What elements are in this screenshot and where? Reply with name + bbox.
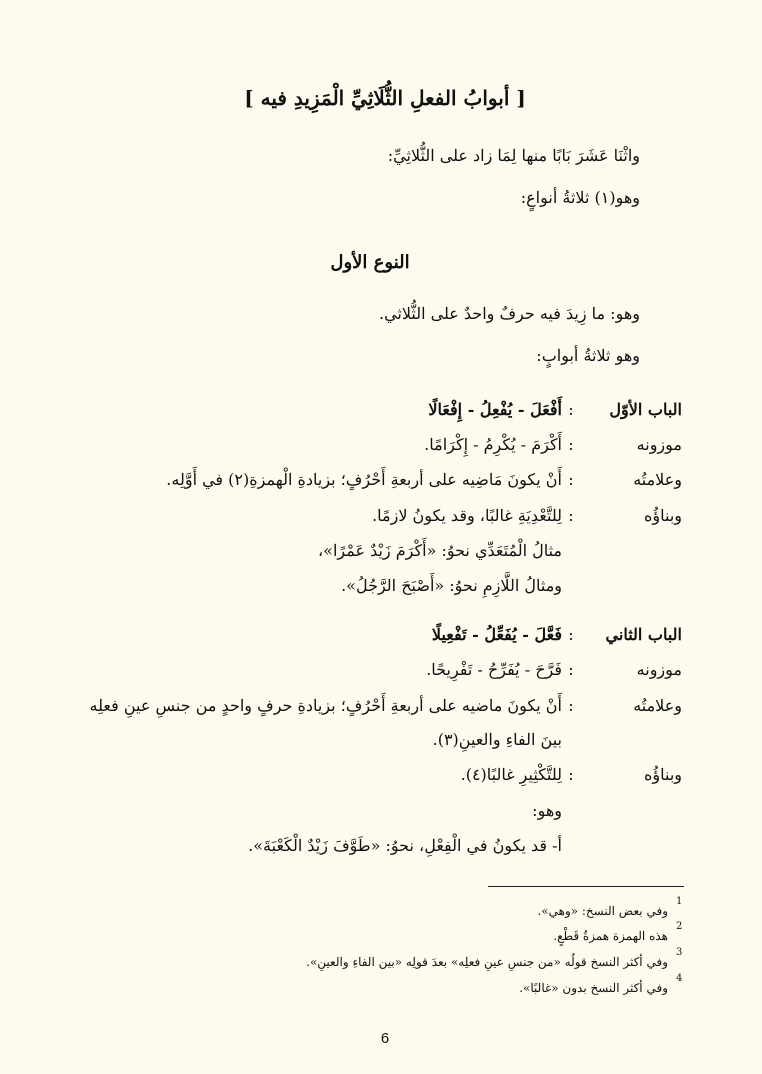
bab1-example-1: مثالُ الْمُتَعَدِّي نحوُ: «أَكْرَمَ زَيْدٌ عَمْرًا»، bbox=[318, 541, 562, 560]
bab1-example-2: ومثالُ اللَّازِمِ نحوُ: «أَصْبَحَ الرَّجُلُ». bbox=[341, 576, 562, 595]
footnote-number: 1 bbox=[676, 896, 683, 907]
bab2-wazn-colon: : bbox=[568, 660, 574, 679]
type-intro-line-2: وهو ثلاثةُ أبوابٍ: bbox=[536, 346, 640, 365]
bab2-bina: لِلتَّكْثِيرِ غالبًا(٤). bbox=[460, 765, 562, 784]
bab2-wazn: فَرَّحَ - يُفَرِّحُ - تَفْرِيحًا. bbox=[426, 660, 562, 679]
bab1-wazn-colon: : bbox=[568, 435, 574, 454]
footnote-text: وفي أكثر النسخ قولُه «من جنسِ عينِ فعلِه» بعدَ قولِه «بين الفاءِ والعينِ». bbox=[306, 955, 668, 969]
footnote-number: 3 bbox=[676, 947, 683, 958]
bab1-colon: : bbox=[568, 400, 574, 419]
bab1-bina: لِلتَّعْدِيَةِ غالبًا، وقد يكونُ لازمًا. bbox=[372, 506, 562, 525]
bab1-alama-label: وعلامتُه bbox=[633, 470, 682, 489]
bab2-alama-cont: بينَ الفاءِ والعينِ(٣). bbox=[432, 730, 562, 749]
bab1-wazn: أَكْرَمَ - يُكْرِمُ - إِكْرَامًا. bbox=[424, 435, 562, 454]
page-title: [ أبوابُ الفعلِ الثُّلَاثِيِّ الْمَزِيدِ فيه ] bbox=[244, 86, 526, 110]
bab2-alama-colon: : bbox=[568, 696, 574, 715]
footnote-text: وفي بعض النسخ: «وهي». bbox=[537, 904, 668, 918]
intro-line-2: وهو(١) ثلاثةُ أنواعٍ: bbox=[520, 188, 640, 207]
footnote-text: وفي أكثر النسخ بدون «غالبًا». bbox=[519, 981, 668, 995]
footnote-rule bbox=[488, 886, 684, 887]
bab2-bina-colon: : bbox=[568, 765, 574, 784]
type-intro-line-1: وهو: ما زِيدَ فيه حرفٌ واحدٌ على الثُّلاثي. bbox=[378, 304, 640, 323]
bab2-alama: أَنْ يكونَ ماضيه على أربعةِ أَحْرُفٍ؛ بزيادةِ حرفٍ واحدٍ من جنسِ عينِ فعلِه bbox=[89, 696, 562, 715]
bab1-wazn-label: موزونه bbox=[636, 435, 682, 454]
bab2-label: الباب الثاني bbox=[605, 625, 682, 644]
footnote-number: 2 bbox=[676, 921, 683, 932]
bab1-label: الباب الأوّل bbox=[609, 400, 682, 419]
bab1-bina-label: وبناؤُه bbox=[644, 506, 682, 525]
page-number: 6 bbox=[380, 1030, 390, 1047]
bab1-alama-colon: : bbox=[568, 470, 574, 489]
intro-line-1: واثْنَا عَشَرَ بَابًا منها لِمَا زاد على الثُّلاثِيِّ: bbox=[387, 146, 640, 165]
bab1-pattern: أَفْعَلَ - يُفْعِلُ - إِفْعَالًا bbox=[428, 400, 562, 419]
bab2-wahuwa: وهو: bbox=[532, 801, 562, 820]
bab2-pattern: فَعَّلَ - يُفَعِّلُ - تَفْعِيلًا bbox=[431, 625, 562, 644]
bab2-example-1: أ- قد يكونُ في الْفِعْلِ، نحوُ: «طَوَّفَ زَيْدٌ الْكَعْبَةَ». bbox=[248, 836, 562, 855]
bab2-colon: : bbox=[568, 625, 574, 644]
bab1-alama: أَنْ يكونَ مَاضِيه على أربعةِ أَحْرُفٍ؛ بزيادةِ الْهمزةِ(٢) في أَوَّلِه. bbox=[166, 470, 562, 489]
bab1-bina-colon: : bbox=[568, 506, 574, 525]
section-heading: النوع الأول bbox=[330, 252, 410, 273]
bab2-alama-label: وعلامتُه bbox=[633, 696, 682, 715]
bab2-wazn-label: موزونه bbox=[636, 660, 682, 679]
bab2-bina-label: وبناؤُه bbox=[644, 765, 682, 784]
footnote-text: هذه الهمزة همزةُ قَطْعٍ. bbox=[553, 929, 668, 943]
footnote-number: 4 bbox=[676, 973, 683, 984]
